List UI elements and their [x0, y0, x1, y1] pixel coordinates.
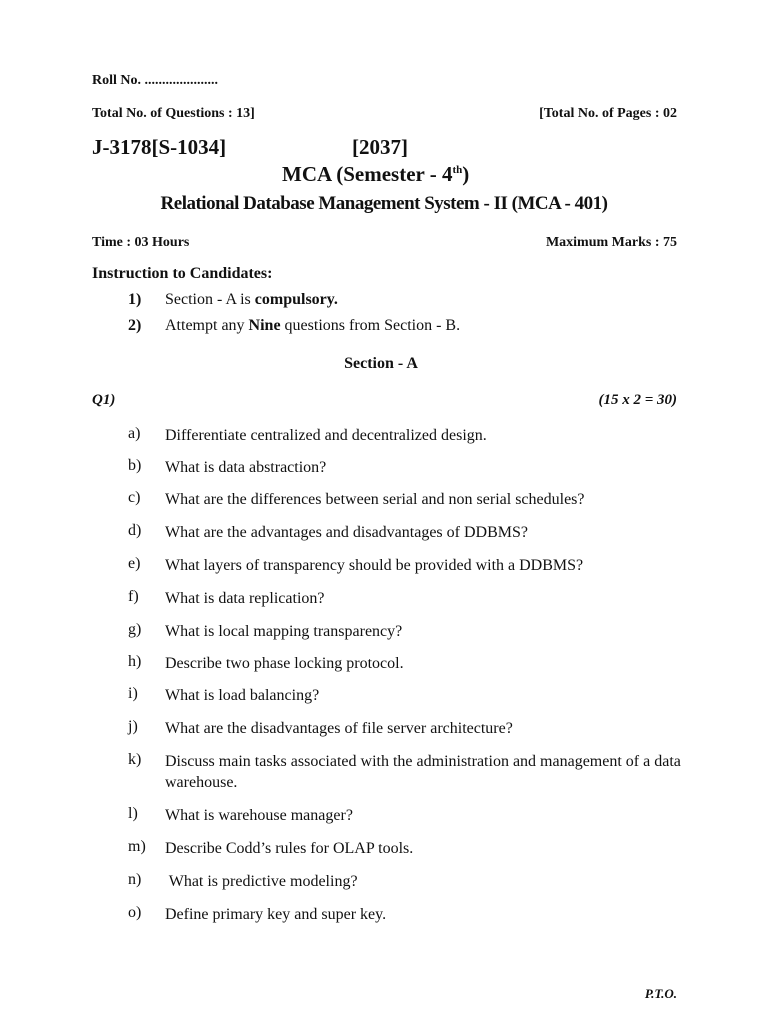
question-part-label: e): [128, 555, 141, 572]
paper-code: J-3178[S-1034]: [92, 135, 227, 159]
question-part-text: What are the advantages and disadvantages of DDBMS?: [165, 524, 528, 541]
question-part-text: Describe two phase locking protocol.: [165, 655, 404, 672]
instruction-text-plain: Section - A is: [165, 291, 255, 308]
section-title: Section - A: [344, 355, 418, 372]
instruction-text: [165, 291, 338, 309]
instruction-text: [165, 317, 460, 335]
question-part-label: g): [128, 621, 142, 638]
question-part-text: Define primary key and super key.: [165, 906, 387, 923]
question-part-text: What is predictive modeling?: [165, 873, 358, 890]
question-part-label: i): [128, 685, 138, 702]
question-part-text: What is local mapping transparency?: [165, 623, 403, 640]
question-part-text: What layers of transparency should be provided with a DDBMS?: [165, 557, 584, 574]
total-questions: Total No. of Questions : 13]: [92, 106, 255, 121]
question-part-text: What is warehouse manager?: [165, 807, 353, 824]
instruction-text-emphasis: Nine: [248, 317, 281, 334]
paper-number: [2037]: [352, 135, 408, 159]
question-part-label: n): [128, 871, 142, 888]
question-part-text: Discuss main tasks associated with the administration and management of a data warehouse.: [165, 753, 681, 791]
course-suffix: ): [462, 162, 470, 186]
question-label: Q1): [92, 392, 116, 408]
question-part-text: What are the differences between serial and non serial schedules?: [165, 491, 585, 508]
question-part-text: What is data replication?: [165, 590, 325, 607]
question-part-label: l): [128, 805, 138, 822]
instruction-number: 1): [128, 291, 142, 308]
instructions-heading: Instruction to Candidates:: [92, 265, 273, 282]
question-part-label: j): [128, 718, 138, 735]
question-part-label: m): [128, 838, 146, 855]
exam-duration: Time : 03 Hours: [92, 235, 190, 250]
question-part-label: h): [128, 653, 142, 670]
instruction-text-emphasis: compulsory.: [254, 291, 338, 308]
course-title: [282, 162, 469, 187]
question-part-text: What is data abstraction?: [165, 459, 327, 476]
question-part-label: c): [128, 489, 141, 506]
question-part-label: k): [128, 751, 142, 768]
course-prefix: MCA (Semester - 4: [282, 162, 453, 186]
question-part-text: What are the disadvantages of file server architecture?: [165, 720, 513, 737]
question-part-label: d): [128, 522, 142, 539]
roll-number: Roll No. .....................: [92, 73, 218, 88]
course-superscript: th: [452, 164, 463, 176]
question-part-label: o): [128, 904, 142, 921]
subject-title: Relational Database Management System - II (MCA - 401): [160, 193, 608, 214]
question-part-label: a): [128, 425, 141, 442]
maximum-marks: Maximum Marks : 75: [545, 235, 677, 250]
instruction-number: 2): [128, 317, 142, 334]
instruction-text-plain: Attempt any: [165, 317, 249, 334]
instruction-text-plain: questions from Section - B.: [280, 317, 461, 334]
total-pages: [Total No. of Pages : 02: [539, 106, 677, 121]
question-part-text: Describe Codd’s rules for OLAP tools.: [165, 840, 414, 857]
question-part-label: b): [128, 457, 142, 474]
question-part-text: Differentiate centralized and decentralized design.: [165, 427, 487, 444]
question-part-label: f): [128, 588, 139, 605]
question-part-text: What is load balancing?: [165, 687, 320, 704]
question-marks: (15 x 2 = 30): [598, 392, 677, 408]
page-turn-note: P.T.O.: [644, 986, 677, 1001]
